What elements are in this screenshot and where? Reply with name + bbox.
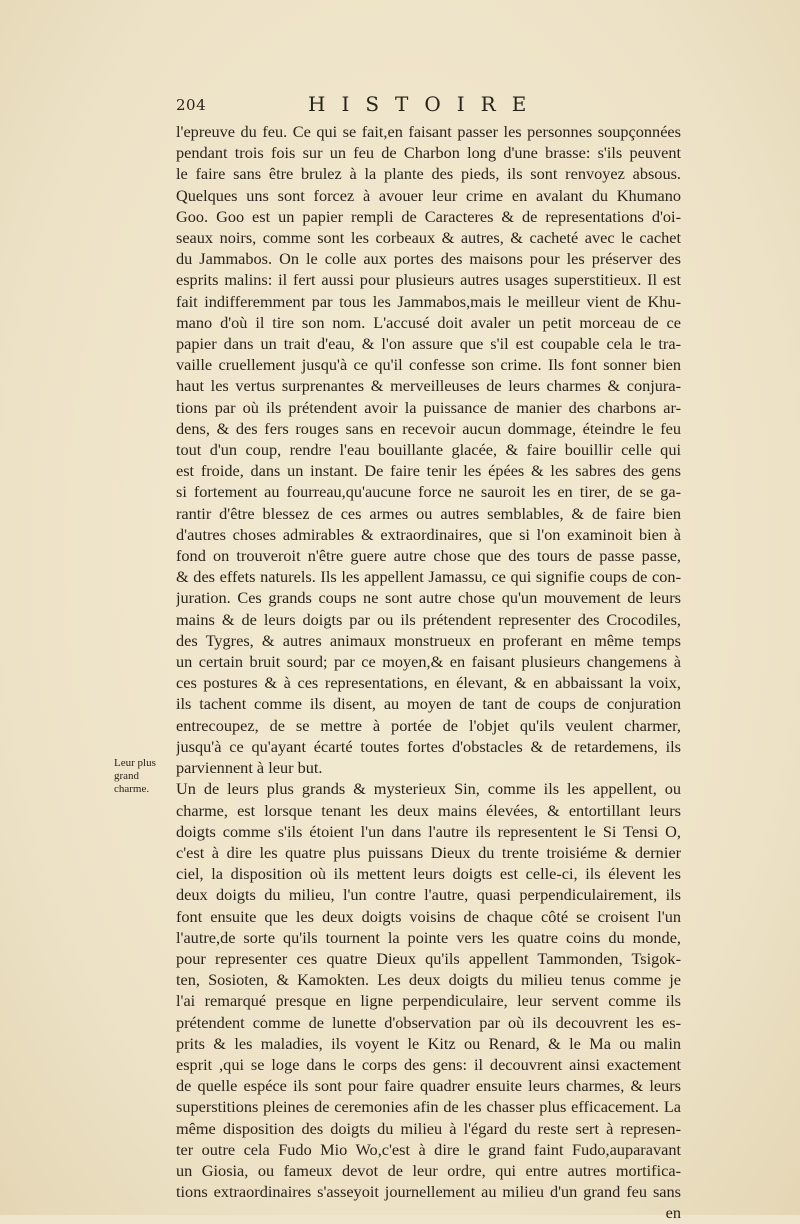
text-line: charme, est lorsque tenant les deux mains élevées, & entortillant leurs	[176, 800, 681, 820]
margin-note-line: grand	[114, 770, 140, 782]
text-line: mano d'où il tire son nom. L'accusé doit avaler un petit morceau de ce	[176, 312, 681, 332]
text-line: ces postures & à ces representations, en élevant, & en abbaissant la voix,	[176, 673, 681, 693]
text-line: mains & de leurs doigts par ou ils prétendent representer des Crocodiles,	[176, 609, 681, 629]
text-line: rantir d'être blessez de ces armes ou autres semblables, & de faire bien	[176, 503, 681, 523]
text-line: font ensuite que les deux doigts voisins de chaque côté se croisent l'un	[176, 906, 681, 926]
text-line: un certain bruit sourd; par ce moyen,& en faisant plusieurs changemens à	[176, 652, 681, 672]
text-line: ciel, la disposition où ils mettent leurs doigts est celle-ci, ils élevent les	[176, 864, 681, 884]
catchword-line	[176, 1202, 681, 1223]
text-line: Quelques uns sont forcez à avouer leur crime en avalant du Khumano	[176, 185, 681, 205]
text-line: l'epreuve du feu. Ce qui se fait,en faisant passer les personnes soupçonnées	[176, 122, 681, 141]
text-line: l'autre,de sorte qu'ils tournent la pointe vers les quatre coins du monde,	[176, 927, 681, 947]
text-line: entrecoupez, de se mettre à portée de l'objet qu'ils veulent charmer,	[176, 715, 681, 735]
running-title: HISTOIRE	[308, 92, 543, 116]
paragraph-2	[176, 778, 681, 1202]
text-line: l'ai remarqué presque en ligne perpendiculaire, leur servent comme ils	[176, 991, 681, 1011]
text-line: superstitions pleines de ceremonies afin de les chasser plus efficacement. La	[176, 1097, 681, 1117]
text-line: tout d'un coup, rendre l'eau bouillante glacée, & faire bouillir celle qui	[176, 440, 681, 460]
text-line: pour representer ces quatre Dieux qu'ils appellent Tammonden, Tsigok-	[176, 948, 681, 968]
body-text	[176, 121, 681, 1224]
text-line: si fortement au fourreau,qu'aucune force ne sauroit les en tirer, de se ga-	[176, 482, 681, 502]
text-line: parviennent à leur but.	[176, 758, 323, 778]
text-line: ils tachent comme ils disent, au moyen de tant de coups de conjuration	[176, 694, 681, 714]
text-line: papier dans un trait d'eau, & l'on assure que s'il est coupable cela le tra-	[176, 334, 681, 354]
text-line: tions par où ils prétendent avoir la puissance de manier des charbons ar-	[176, 397, 681, 417]
page-number: 204	[176, 96, 207, 114]
margin-note-line: Leur plus	[114, 757, 156, 769]
catchword: en	[665, 1203, 681, 1223]
text-line: esprits malins: il fert aussi pour plusieurs autres usages superstitieux. Il est	[176, 270, 681, 290]
text-line: ten, Sosioten, & Kamokten. Les deux doigts du milieu tenus comme je	[176, 970, 681, 990]
text-line: dens, & des fers rouges sans en recevoir aucun dommage, éteindre le feu	[176, 418, 681, 438]
text-line: doigts comme s'ils étoient l'un dans l'autre ils representent le Si Tensi O,	[176, 821, 681, 841]
text-line: fond on trouveroit n'être guere autre chose que des tours de passe passe,	[176, 546, 681, 566]
text-line: ter outre cela Fudo Mio Wo,c'est à dire le grand faint Fudo,auparavant	[176, 1139, 681, 1159]
text-line: fait indifferemment par tous les Jammabos,mais le meilleur vient de Khu-	[176, 291, 681, 311]
text-line: juration. Ces grands coups ne sont autre chose qu'un mouvement de leurs	[176, 588, 681, 608]
text-line: le faire sans être brulez à la plante des pieds, ils sont renvoyez absous.	[176, 164, 681, 184]
text-line: haut les vertus surprenantes & merveilleuses de leurs charmes & conjura-	[176, 376, 681, 396]
text-line: c'est à dire les quatre plus puissans Dieux du trente troisiéme & dernier	[176, 842, 681, 862]
text-line: jusqu'à ce qu'ayant écarté toutes fortes d'obstacles & de retardemens, ils	[176, 736, 681, 756]
text-line: prits & les maladies, ils voyent le Kitz ou Renard, & le Ma ou malin	[176, 1033, 681, 1053]
text-line: Un de leurs plus grands & mysterieux Sin, comme ils les appellent, ou	[176, 779, 681, 799]
margin-note-line: charme.	[114, 783, 150, 795]
text-line: tions extraordinaires s'asseyoit journellement au milieu d'un grand feu sans	[176, 1182, 681, 1202]
text-line: esprit ,qui se loge dans le corps des gens: il decouvrent ainsi exactement	[176, 1054, 681, 1074]
text-line: des Tygres, & autres animaux monstrueux en proferant en même temps	[176, 630, 681, 650]
paragraph-1	[176, 121, 681, 778]
text-line: un Giosia, ou fameux devot de leur ordre, qui entre autres mortifica-	[176, 1160, 681, 1180]
text-line: d'autres choses admirables & extraordinaires, que si l'on examinoit bien à	[176, 524, 681, 544]
text-line: de quelle espéce ils sont pour faire quadrer ensuite leurs charmes, & leurs	[176, 1076, 681, 1096]
page-header	[176, 92, 676, 118]
text-line: pendant trois fois sur un feu de Charbon long d'une brasse: s'ils peuvent	[176, 143, 681, 163]
text-line: prétendent comme de lunette d'observation par où ils decouvrent les es-	[176, 1012, 681, 1032]
text-line: & des effets naturels. Ils les appellent Jamassu, ce qui signifie coups de con-	[176, 567, 681, 587]
text-line: Goo. Goo est un papier rempli de Caracteres & de representations d'oi-	[176, 206, 681, 226]
text-line: vaille cruellement jusqu'à ce qu'il confesse son crime. Ils font sonner bien	[176, 355, 681, 375]
text-line: même disposition des doigts du milieu à l'égard du reste sert à represen-	[176, 1118, 681, 1138]
text-line: deux doigts du milieu, l'un contre l'autre, quasi perpendiculairement, ils	[176, 885, 681, 905]
text-line: du Jammabos. On le colle aux portes des maisons pour les préserver des	[176, 249, 681, 269]
text-line: seaux noirs, comme sont les corbeaux & autres, & cacheté avec le cachet	[176, 228, 681, 248]
text-line: est froide, dans un instant. De faire tenir les épées & les sabres des gens	[176, 461, 681, 481]
margin-note	[114, 757, 174, 796]
